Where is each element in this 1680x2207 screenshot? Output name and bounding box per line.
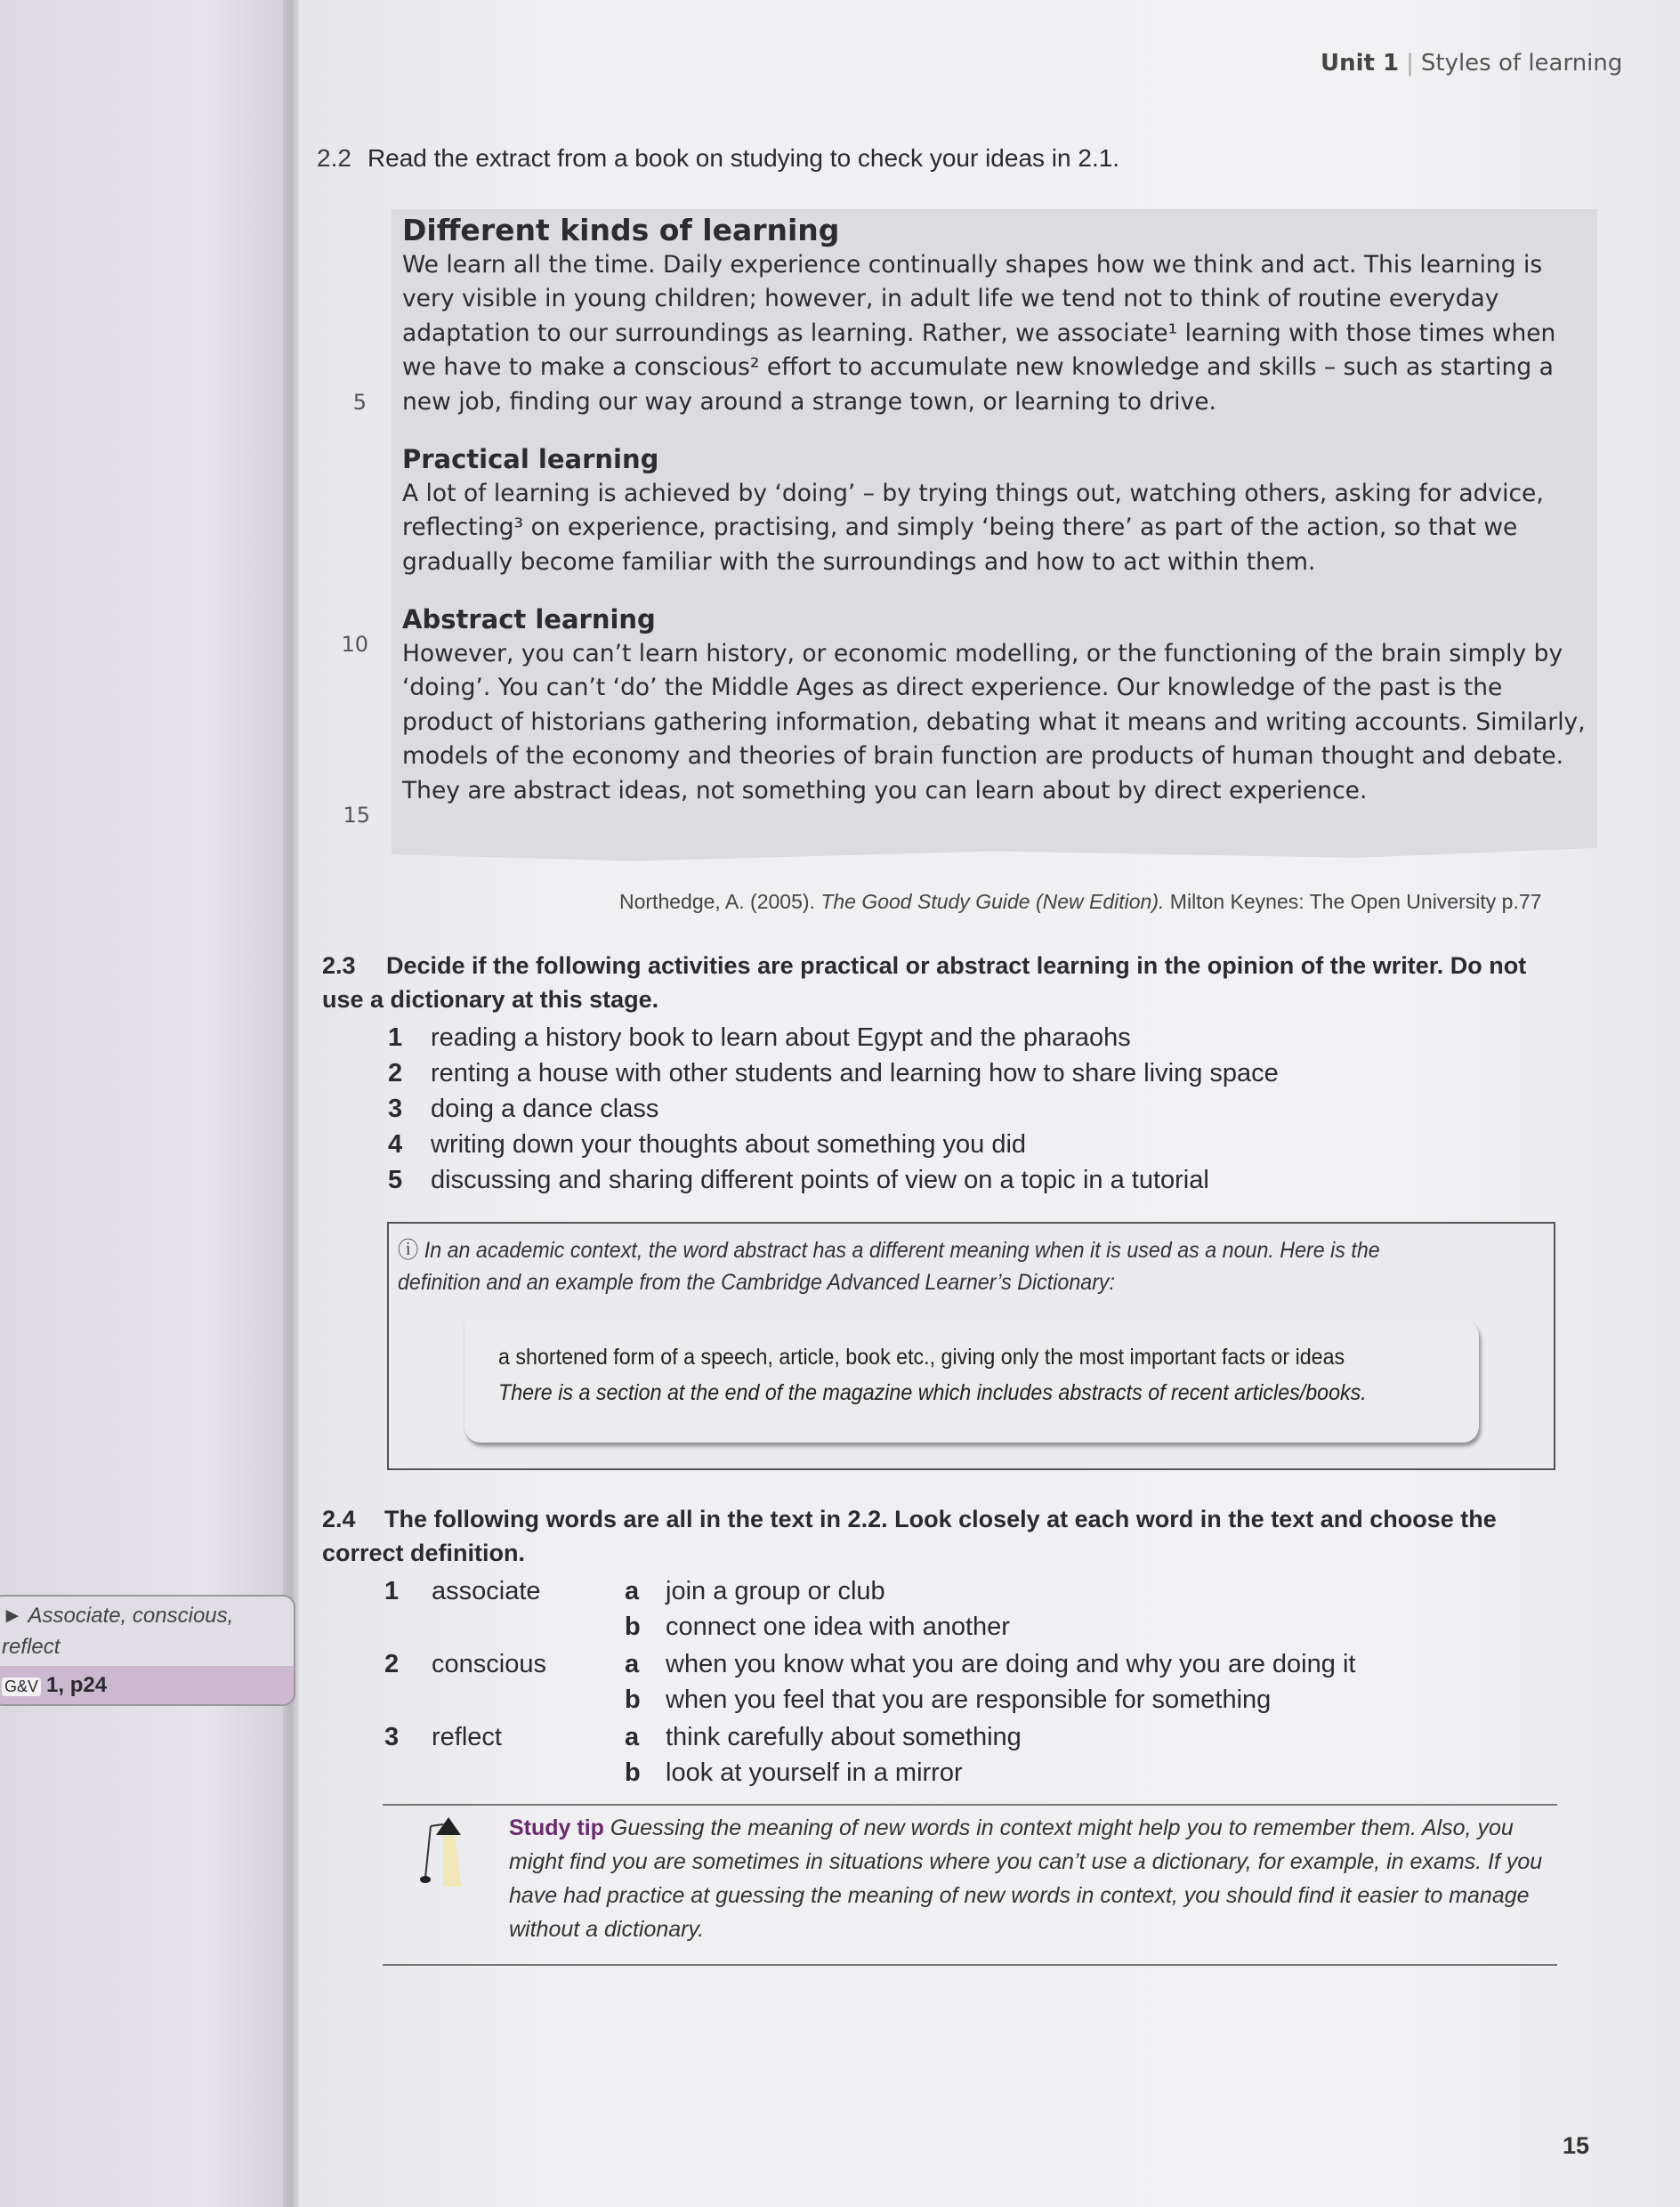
- citation: [619, 890, 1541, 914]
- divider: [383, 1804, 1557, 1806]
- question-text: The following words are all in the text in 2.2. Look closely at each word in the text and choose the correct definition.: [322, 1506, 1497, 1566]
- definition-option-a: [625, 1723, 1022, 1752]
- activity-item: [388, 1095, 658, 1124]
- word: associate: [432, 1577, 541, 1605]
- question-number: 2.4: [322, 1506, 356, 1532]
- item-text: writing down your thoughts about something you did: [431, 1130, 1027, 1159]
- item-text: discussing and sharing different points of view on a topic in a tutorial: [431, 1166, 1209, 1194]
- question-number: 2.3: [322, 952, 356, 979]
- running-header: Unit 1 | Styles of learning: [1321, 50, 1623, 77]
- option-text: when you know what you are doing and why you are doing it: [666, 1650, 1356, 1678]
- page-reference: 1, p24: [46, 1673, 108, 1697]
- info-box: [387, 1222, 1555, 1470]
- option-text: connect one idea with another: [666, 1613, 1010, 1641]
- unit-label: Unit 1: [1321, 50, 1400, 77]
- option-letter: b: [625, 1613, 641, 1641]
- item-number: 4: [388, 1130, 403, 1159]
- question-text: Read the extract from a book on studying to check your ideas in 2.1.: [367, 144, 1120, 172]
- word-number: 2: [384, 1650, 400, 1678]
- extract-paragraph: However, you can’t learn history, or economic modelling, or the functioning of the brain simply by ‘doing’. You can’t ‘do’ the Middle Ages as direct experience. Our knowledge of the past is the product of historians gathering information, debating what it means and writing accounts. Similarly, models of the economy and theories of brain function are products of human thought and debate. They are abstract ideas, not something you can learn about by direct experience.: [402, 639, 1586, 804]
- definition-option-b: [625, 1758, 963, 1788]
- info-text: In an academic context, the word abstract has a different meaning when it is used as a noun. Here is the definition and an example from the Cambridge Advanced Learner’s Dictionary:: [398, 1238, 1380, 1295]
- definition-option-b: [625, 1686, 1271, 1715]
- option-letter: b: [625, 1686, 641, 1714]
- activity-item: [388, 1166, 1209, 1195]
- item-text: doing a dance class: [431, 1095, 659, 1123]
- extract-paragraph: We learn all the time. Daily experience continually shapes how we think and act. This learning is very visible in young children; however, in adult life we tend not to think of routine everyday adaptation to our surroundings as learning. Rather, we associate¹ learning with those times when we have to make a conscious² effort to accumulate new knowledge and skills – such as starting a new job, finding our way around a strange town, or learning to drive.: [402, 250, 1556, 416]
- page-number: 15: [1563, 2132, 1590, 2159]
- extract-text: [402, 214, 1586, 808]
- question-number: 2.2: [317, 144, 351, 172]
- book-spine: [283, 0, 299, 2207]
- definition-option-b: [625, 1613, 1010, 1642]
- question-2-3: [322, 949, 1568, 1016]
- activity-item: [388, 1023, 1131, 1053]
- word: reflect: [432, 1723, 502, 1751]
- divider: [383, 1964, 1557, 1966]
- option-letter: a: [625, 1723, 640, 1751]
- word: conscious: [432, 1650, 546, 1678]
- item-number: 3: [388, 1095, 403, 1123]
- question-2-2: [317, 144, 1119, 173]
- line-number: 10: [341, 632, 368, 657]
- line-number: 5: [352, 390, 367, 415]
- vocabulary-word: [384, 1577, 541, 1606]
- definition: a shortened form of a speech, article, book etc., giving only the most important facts or ideas: [498, 1345, 1345, 1370]
- extract-heading: Practical learning: [402, 444, 659, 474]
- example: There is a section at the end of the magazine which includes abstracts of recent articles/books.: [498, 1380, 1367, 1405]
- word-number: 1: [384, 1577, 400, 1605]
- option-text: look at yourself in a mirror: [666, 1758, 963, 1787]
- vocabulary-word: [384, 1650, 546, 1679]
- lamp-icon: [416, 1815, 479, 1888]
- gv-badge: G&V: [2, 1677, 41, 1696]
- study-tip-text: Guessing the meaning of new words in context might help you to remember them. Also, you might find you are sometimes in situations where you can’t use a dictionary, for example, in exams. If you have had practice at guessing the meaning of new words in context, you should find it easier to manage without a dictionary.: [509, 1815, 1543, 1942]
- citation-author: Northedge, A. (2005).: [619, 890, 821, 913]
- info-icon: ⓘ: [398, 1238, 419, 1263]
- item-number: 5: [388, 1166, 403, 1194]
- item-text: renting a house with other students and learning how to share living space: [431, 1059, 1279, 1087]
- study-tip: [509, 1811, 1559, 1946]
- citation-title: The Good Study Guide (New Edition).: [820, 890, 1165, 913]
- definition-option-a: [625, 1650, 1355, 1679]
- vocabulary-words: ► Associate, conscious, reflect: [2, 1604, 234, 1659]
- item-text: reading a history book to learn about Egypt and the pharaohs: [431, 1023, 1131, 1052]
- option-text: when you feel that you are responsible for something: [666, 1686, 1272, 1714]
- extract-heading: Abstract learning: [402, 604, 656, 635]
- vocabulary-reference-box: [0, 1595, 295, 1706]
- option-letter: a: [625, 1650, 640, 1678]
- option-letter: a: [625, 1577, 640, 1605]
- question-2-4: [322, 1502, 1568, 1570]
- extract-paragraph: A lot of learning is achieved by ‘doing’ – by trying things out, watching others, asking for advice, reflecting³ on experience, practising, and simply ‘being there’ as part of the action, so that we gradually become familiar with the surroundings and how to act within them.: [402, 479, 1544, 576]
- item-number: 1: [388, 1023, 403, 1052]
- option-text: join a group or club: [666, 1577, 885, 1605]
- option-text: think carefully about something: [666, 1723, 1022, 1751]
- definition-option-a: [625, 1577, 885, 1606]
- option-letter: b: [625, 1758, 641, 1787]
- activity-item: [388, 1059, 1279, 1088]
- vocabulary-word: [384, 1723, 502, 1752]
- line-number: 15: [343, 803, 370, 828]
- extract-title: Different kinds of learning: [402, 213, 840, 247]
- citation-publisher: Milton Keynes: The Open University p.77: [1164, 890, 1542, 913]
- item-number: 2: [388, 1059, 403, 1087]
- question-text: Decide if the following activities are practical or abstract learning in the opinion of the writer. Do not use a dictionary at this stage.: [322, 952, 1527, 1013]
- dictionary-entry: [464, 1320, 1479, 1443]
- section-title: Styles of learning: [1420, 50, 1623, 77]
- activity-item: [388, 1130, 1026, 1160]
- page-margin: [0, 0, 294, 2207]
- study-tip-label: Study tip: [509, 1815, 604, 1840]
- word-number: 3: [384, 1723, 400, 1751]
